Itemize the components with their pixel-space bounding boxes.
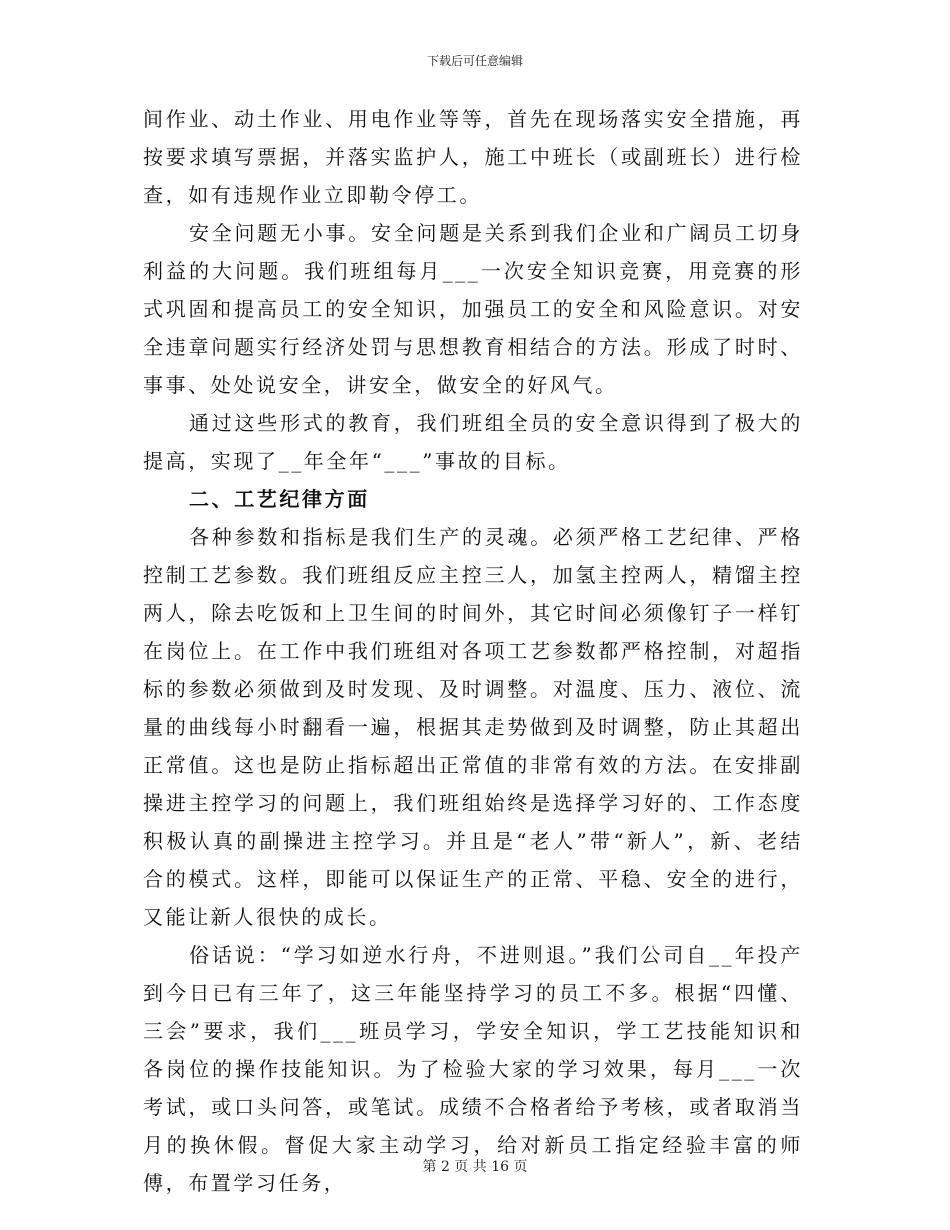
page-header: 下载后可任意编辑 xyxy=(426,54,523,68)
paragraph-learning: 俗话说：“学习如逆水行舟，不进则退。”我们公司自__年投产到今日已有三年了，这三年能坚持学习的员工不多。根据“四懂、三会”要求，我们___班员学习，学安全知识，学工艺技能知识和各岗位的操作技能知识。为了检验大家的学习效果，每月___一次考试，或口头问答，或笔试。成绩不合格者给予考核，或者取消当月的换休假。督促大家主动学习，给对新员工指定经验丰富的师傅，布置学习任务， xyxy=(143,943,803,1195)
paragraph-safety: 安全问题无小事。安全问题是关系到我们企业和广阔员工切身利益的大问题。我们班组每月___一次安全知识竞赛，用竞赛的形式巩固和提高员工的安全知识，加强员工的安全和风险意识。对安全违章问题实行经济处罚与思想教育相结合的方法。形成了时时、事事、处处说安全，讲安全，做安全的好风气。 xyxy=(143,221,803,397)
paragraph-process-discipline: 各种参数和指标是我们生产的灵魂。必须严格工艺纪律、严格控制工艺参数。我们班组反应主控三人，加氢主控两人，精馏主控两人，除去吃饭和上卫生间的时间外，其它时间必须像钉子一样钉在岗位上。在工作中我们班组对各项工艺参数都严格控制，对超指标的参数必须做到及时发现、及时调整。对温度、压力、液位、流量的曲线每小时翻看一遍，根据其走势做到及时调整，防止其超出正常值。这也是防止指标超出正常值的非常有效的方法。在安排副操进主控学习的问题上，我们班组始终是选择学习好的、工作态度积极认真的副操进主控学习。并且是“老人”带“新人”，新、老结合的模式。这样，即能可以保证生产的正常、平稳、安全的进行，又能让新人很快的成长。 xyxy=(143,525,803,929)
document-body xyxy=(143,100,803,1202)
page-footer: 第 2 页 共 16 页 xyxy=(422,1159,528,1175)
paragraph-education-result: 通过这些形式的教育，我们班组全员的安全意识得到了极大的提高，实现了__年全年“___”事故的目标。 xyxy=(143,411,803,473)
paragraph-continuation: 间作业、动土作业、用电作业等等，首先在现场落实安全措施，再按要求填写票据，并落实监护人，施工中班长（或副班长）进行检查，如有违规作业立即勒令停工。 xyxy=(143,107,803,207)
section-heading: 二、工艺纪律方面 xyxy=(189,487,370,511)
